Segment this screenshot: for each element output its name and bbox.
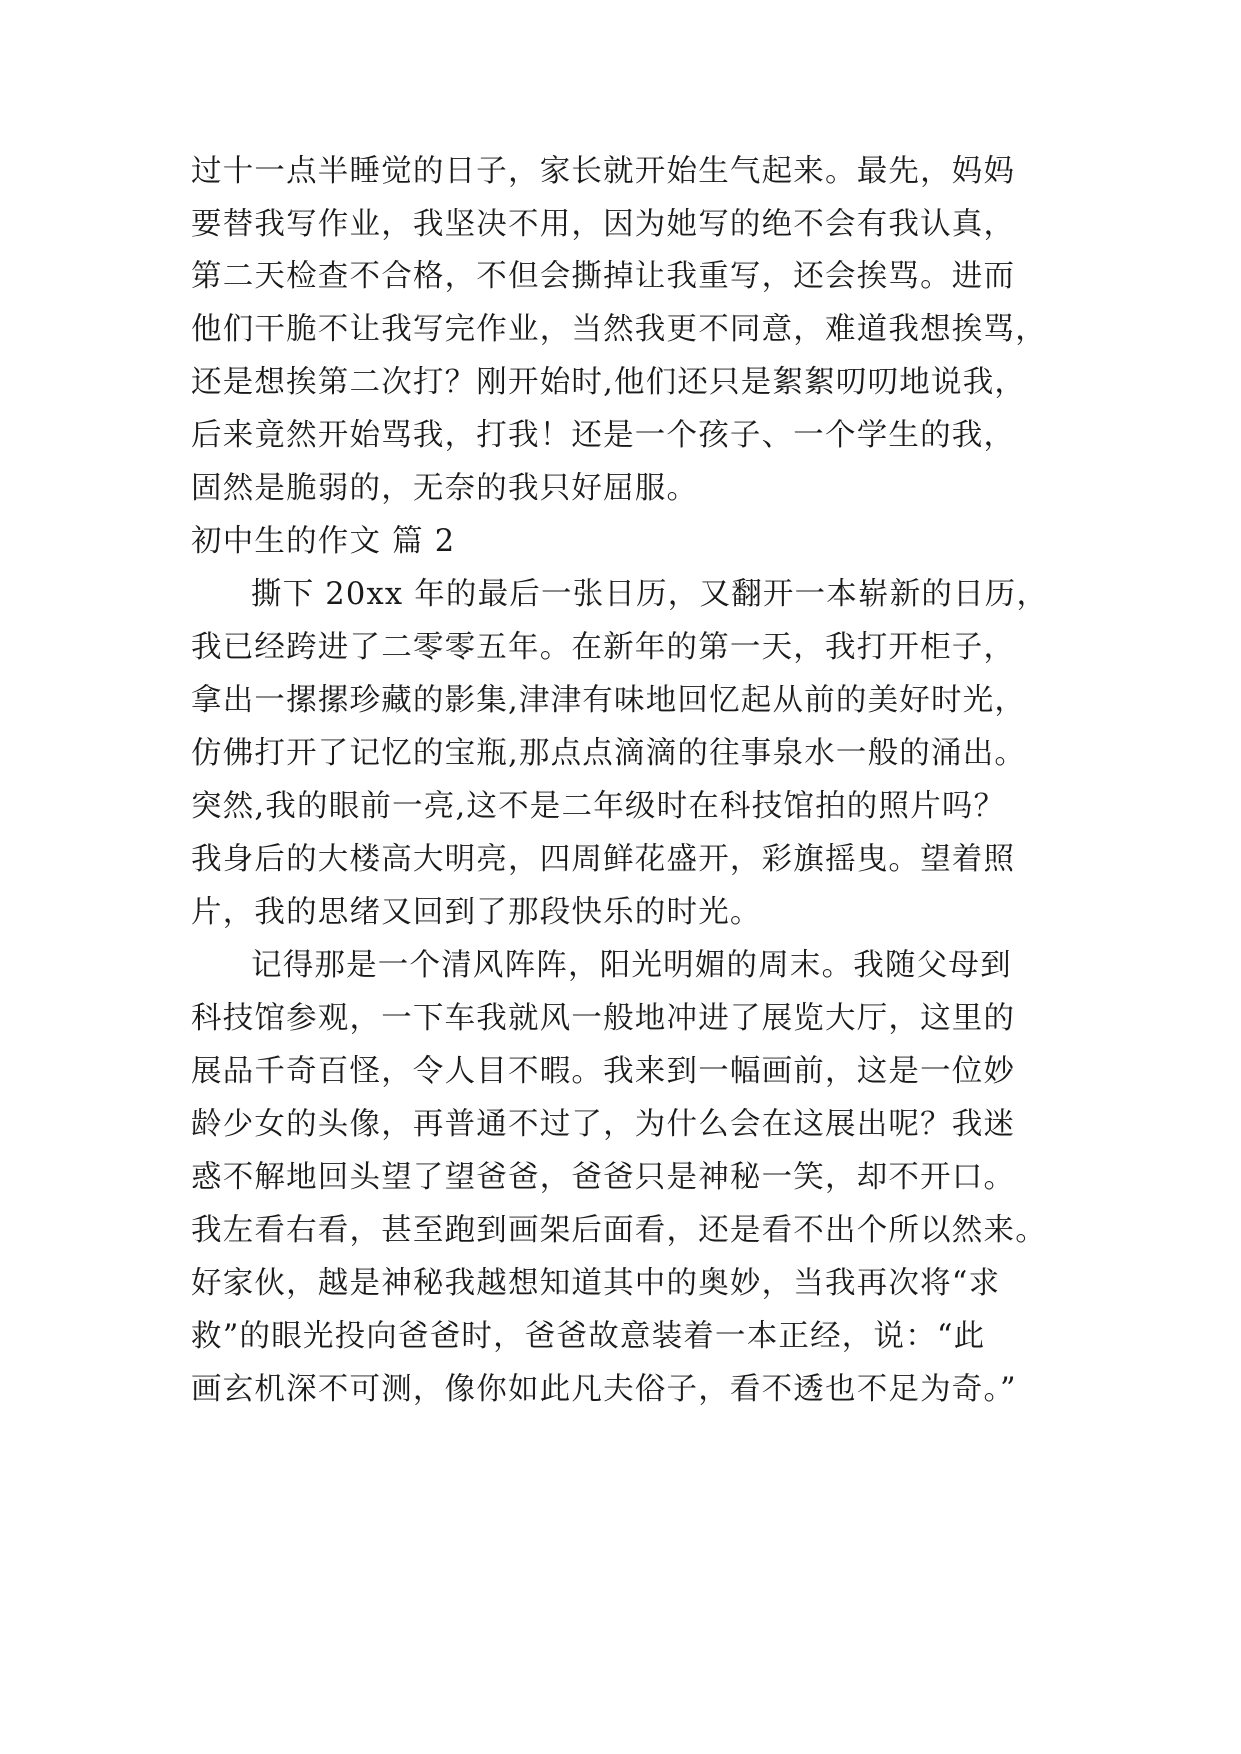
text-line: 展品千奇百怪，令人目不暇。我来到一幅画前，这是一位妙 — [191, 1054, 1016, 1089]
text-line: 好家伙，越是神秘我越想知道其中的奥妙，当我再次将“求 — [191, 1266, 1001, 1301]
text-line: 过十一点半睡觉的日子，家长就开始生气起来。最先，妈妈 — [191, 154, 1016, 189]
text-line: 要替我写作业，我坚决不用，因为她写的绝不会有我认真， — [191, 207, 1016, 242]
text-line: 他们干脆不让我写完作业，当然我更不同意，难道我想挨骂， — [191, 312, 1047, 347]
text-line: 拿出一摞摞珍藏的影集,津津有味地回忆起从前的美好时光， — [191, 683, 1027, 718]
text-line: 科技馆参观，一下车我就风一般地冲进了展览大厅，这里的 — [191, 1001, 1016, 1036]
text-line: 仿佛打开了记忆的宝瓶,那点点滴滴的往事泉水一般的涌出。 — [191, 736, 1027, 771]
text-line: 固然是脆弱的，无奈的我只好屈服。 — [191, 471, 699, 506]
text-line: 我已经跨进了二零零五年。在新年的第一天，我打开柜子， — [191, 630, 1016, 665]
text-line: 第二天检查不合格，不但会撕掉让我重写，还会挨骂。进而 — [191, 259, 1016, 294]
text-line: 还是想挨第二次打？刚开始时,他们还只是絮絮叨叨地说我， — [191, 365, 1027, 400]
section-heading: 初中生的作文 篇 2 — [191, 524, 456, 559]
text-line: 我左看右看，甚至跑到画架后面看，还是看不出个所以然来。 — [191, 1213, 1047, 1248]
text-line: 我身后的大楼高大明亮，四周鲜花盛开，彩旗摇曳。望着照 — [191, 842, 1016, 877]
text-line: 惑不解地回头望了望爸爸，爸爸只是神秘一笑，却不开口。 — [191, 1160, 1016, 1195]
text-line: 救”的眼光投向爸爸时，爸爸故意装着一本正经，说：“此 — [191, 1319, 986, 1354]
text-line: 后来竟然开始骂我，打我！还是一个孩子、一个学生的我， — [191, 418, 1016, 453]
paragraph-first-line: 撕下 20xx 年的最后一张日历，又翻开一本崭新的日历， — [251, 577, 1049, 612]
text-line: 片，我的思绪又回到了那段快乐的时光。 — [191, 895, 762, 930]
text-line: 突然,我的眼前一亮,这不是二年级时在科技馆拍的照片吗？ — [191, 789, 1006, 824]
paragraph-first-line: 记得那是一个清风阵阵，阳光明媚的周末。我随父母到 — [251, 948, 1012, 983]
text-line: 龄少女的头像，再普通不过了，为什么会在这展出呢？我迷 — [191, 1107, 1016, 1142]
text-line: 画玄机深不可测，像你如此凡夫俗子，看不透也不足为奇。” — [191, 1372, 1017, 1407]
